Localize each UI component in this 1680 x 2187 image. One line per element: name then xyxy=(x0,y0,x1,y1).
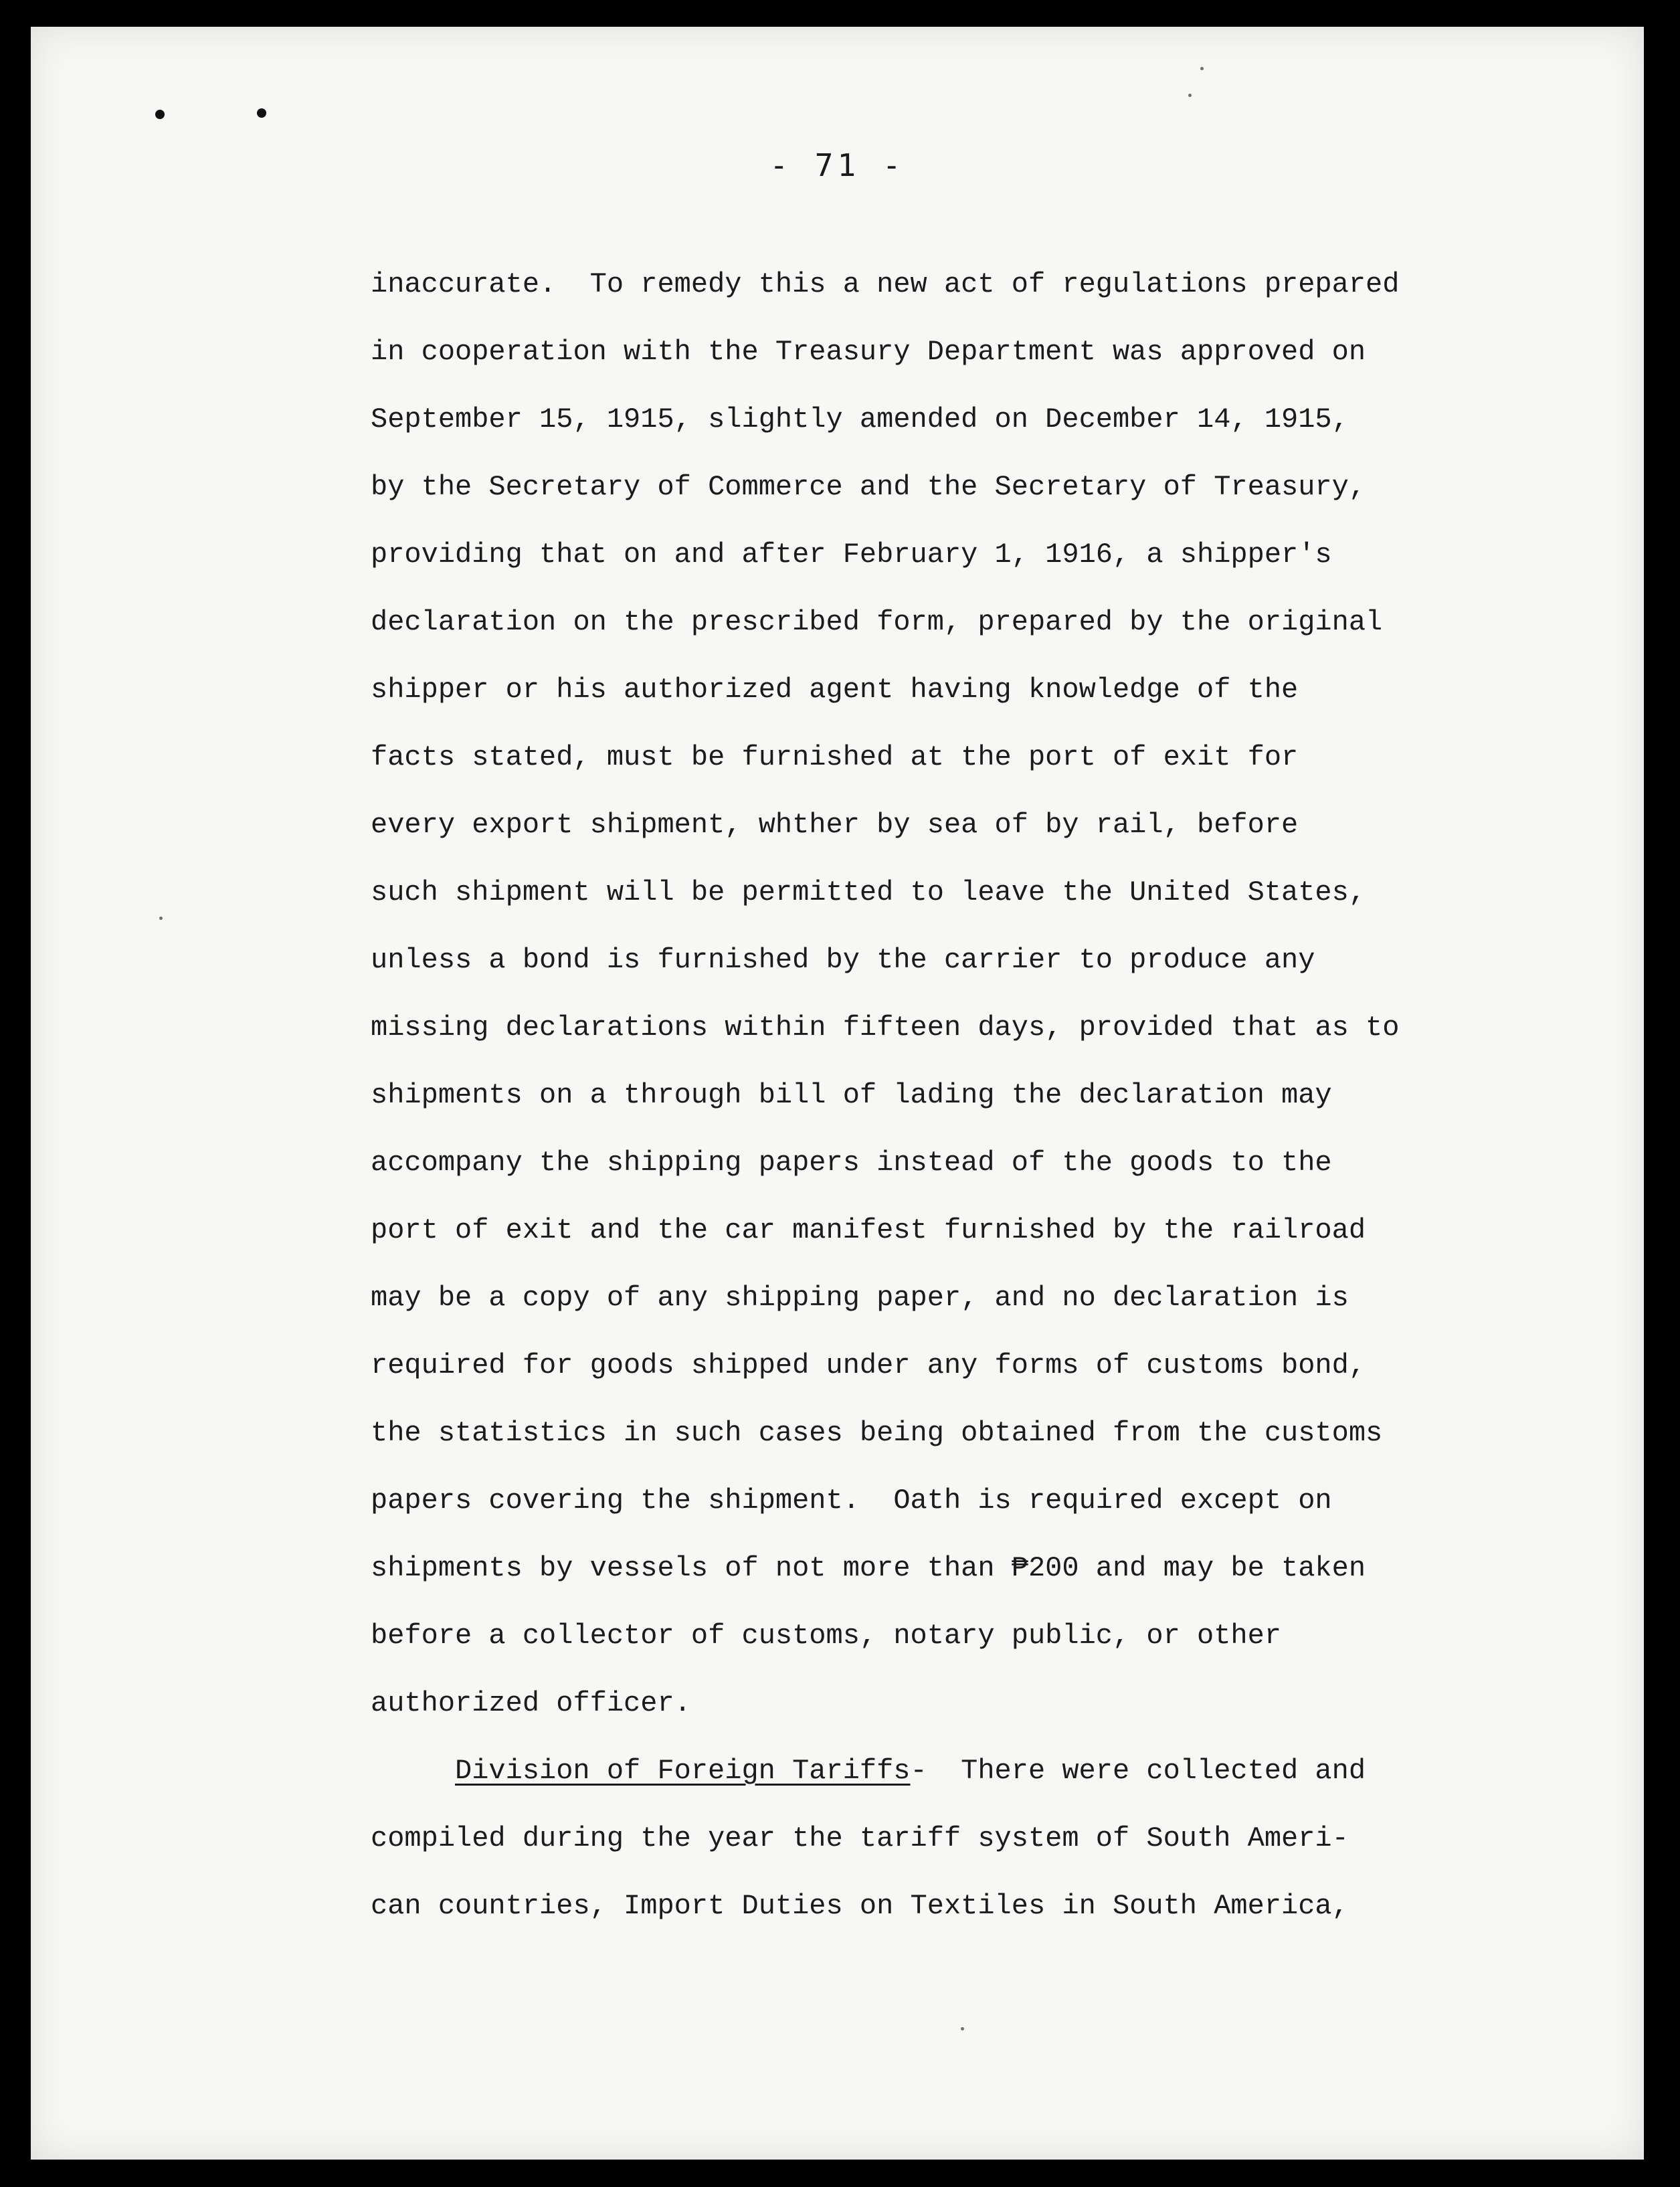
text-line: accompany the shipping papers instead of the goods to the xyxy=(371,1147,1332,1179)
section-heading-line xyxy=(371,1737,1468,1805)
text-line: facts stated, must be furnished at the port of exit for xyxy=(371,741,1299,773)
text-line: required for goods shipped under any forms of customs bond, xyxy=(371,1349,1366,1382)
text-line: may be a copy of any shipping paper, and no declaration is xyxy=(371,1282,1349,1314)
text-line: inaccurate. To remedy this a new act of regulations prepared xyxy=(371,268,1400,300)
text-line: compiled during the year the tariff system of South Ameri- xyxy=(371,1822,1349,1855)
text-line: shipments by vessels of not more than ₱200 and may be taken xyxy=(371,1552,1366,1584)
text-line: can countries, Import Duties on Textiles in South America, xyxy=(371,1890,1349,1922)
text-line: port of exit and the car manifest furnished by the railroad xyxy=(371,1214,1366,1246)
text-line: unless a bond is furnished by the carrier to produce any xyxy=(371,944,1315,976)
text-line: missing declarations within fifteen days, provided that as to xyxy=(371,1012,1400,1044)
speck xyxy=(961,2027,964,2030)
document-page xyxy=(31,27,1644,2160)
text-line: September 15, 1915, slightly amended on December 14, 1915, xyxy=(371,403,1349,436)
punch-mark xyxy=(257,108,266,118)
text-line: the statistics in such cases being obtained from the customs xyxy=(371,1417,1383,1449)
text-line: declaration on the prescribed form, prepared by the original xyxy=(371,606,1383,638)
text-line: in cooperation with the Treasury Department was approved on xyxy=(371,336,1366,368)
text-line: shipper or his authorized agent having knowledge of the xyxy=(371,674,1299,706)
page-number: - 71 - xyxy=(769,147,905,183)
text-line: by the Secretary of Commerce and the Secretary of Treasury, xyxy=(371,471,1366,503)
body-text xyxy=(371,251,1468,1940)
text-line: authorized officer. xyxy=(371,1687,691,1719)
speck xyxy=(1200,67,1204,70)
text-line: before a collector of customs, notary public, or other xyxy=(371,1620,1282,1652)
section-heading: Division of Foreign Tariffs xyxy=(455,1755,911,1787)
heading-suffix: - There were collected and xyxy=(910,1755,1366,1787)
text-line: such shipment will be permitted to leave the United States, xyxy=(371,876,1366,909)
text-line: shipments on a through bill of lading the declaration may xyxy=(371,1079,1332,1111)
text-line: providing that on and after February 1, 1916, a shipper's xyxy=(371,539,1332,571)
speck xyxy=(159,917,163,920)
speck xyxy=(1188,94,1192,97)
text-line: papers covering the shipment. Oath is required except on xyxy=(371,1485,1332,1517)
punch-mark xyxy=(155,110,165,119)
text-line: every export shipment, whther by sea of by rail, before xyxy=(371,809,1299,841)
